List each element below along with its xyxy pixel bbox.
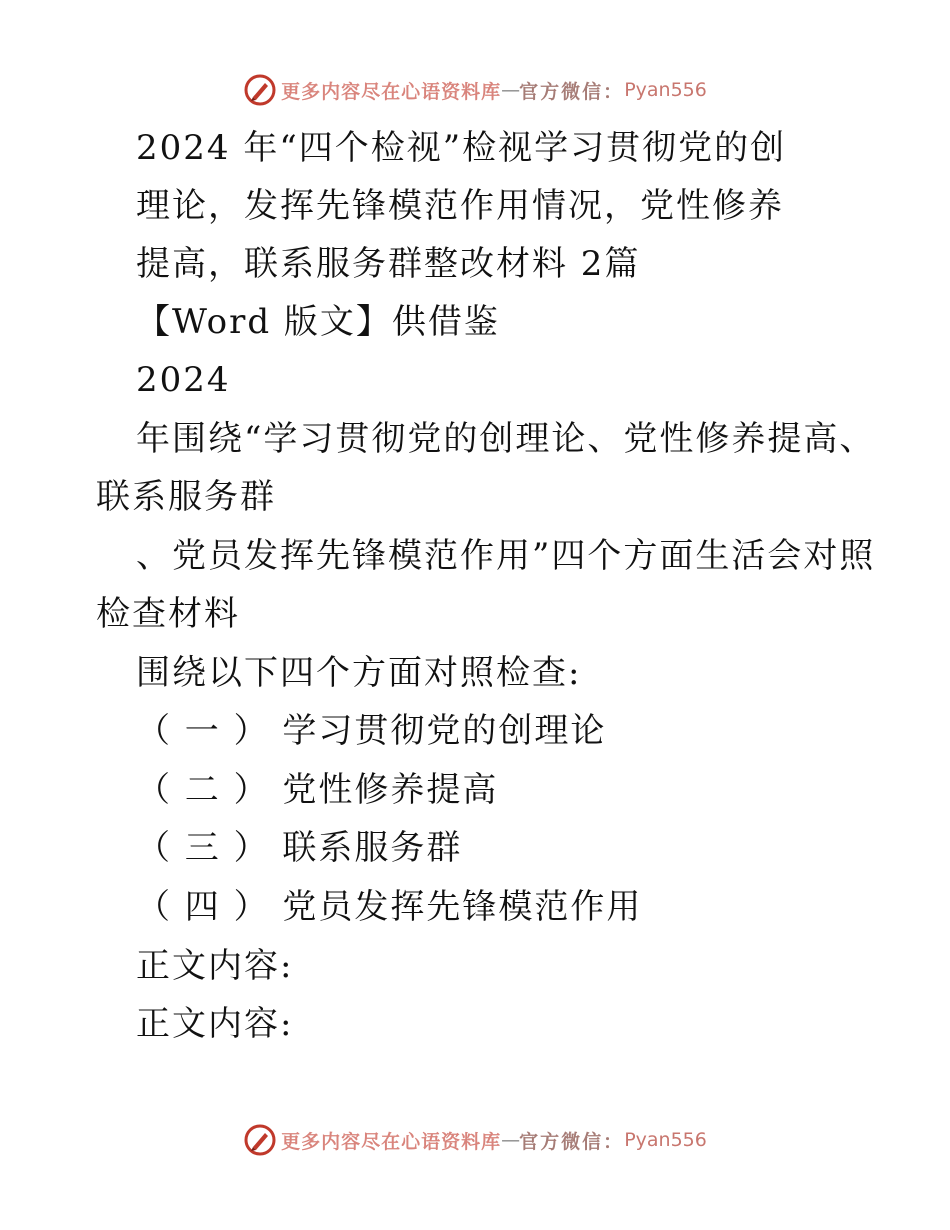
pen-logo-icon — [243, 73, 277, 107]
watermark-wechat-id: Pyan556 — [624, 1129, 707, 1151]
year-line: 2024 — [136, 360, 231, 400]
watermark-tag-text: 官方微信： — [519, 1130, 625, 1153]
watermark-dash: — — [501, 1129, 520, 1151]
header-watermark — [0, 72, 950, 108]
watermark-dash: — — [501, 79, 520, 101]
aspect-item-2: （ 二 ） 党性修养提高 — [136, 770, 499, 810]
intro-line-3: 、党员发挥先锋模范作用”四个方面生活会对照 — [136, 536, 876, 576]
version-note: 【Word 版文】供借鉴 — [136, 302, 500, 342]
aspect-item-3: （ 三 ） 联系服务群 — [136, 828, 463, 868]
aspects-heading: 围绕以下四个方面对照检查: — [136, 653, 582, 693]
intro-line-4: 检查材料 — [96, 594, 240, 634]
footer-watermark — [0, 1122, 950, 1158]
title-line-1: 2024 年“四个检视”检视学习贯彻党的创 — [136, 128, 787, 168]
title-line-3: 提高，联系服务群整改材料 2篇 — [136, 244, 641, 284]
watermark-wechat-id: Pyan556 — [624, 79, 707, 101]
intro-line-1: 年围绕“学习贯彻党的创理论、党性修养提高、 — [136, 419, 876, 459]
aspect-item-4: （ 四 ） 党员发挥先锋模范作用 — [136, 887, 643, 927]
watermark-main-text: 更多内容尽在心语资料库 — [281, 80, 502, 103]
body-label-1: 正文内容: — [136, 946, 294, 986]
intro-line-2: 联系服务群 — [96, 477, 276, 517]
body-label-2: 正文内容: — [136, 1004, 294, 1044]
title-line-2: 理论，发挥先锋模范作用情况，党性修养 — [136, 186, 784, 226]
watermark-tag-text: 官方微信： — [519, 80, 625, 103]
watermark-main-text: 更多内容尽在心语资料库 — [281, 1130, 502, 1153]
aspect-item-1: （ 一 ） 学习贯彻党的创理论 — [136, 711, 607, 751]
pen-logo-icon — [243, 1123, 277, 1157]
